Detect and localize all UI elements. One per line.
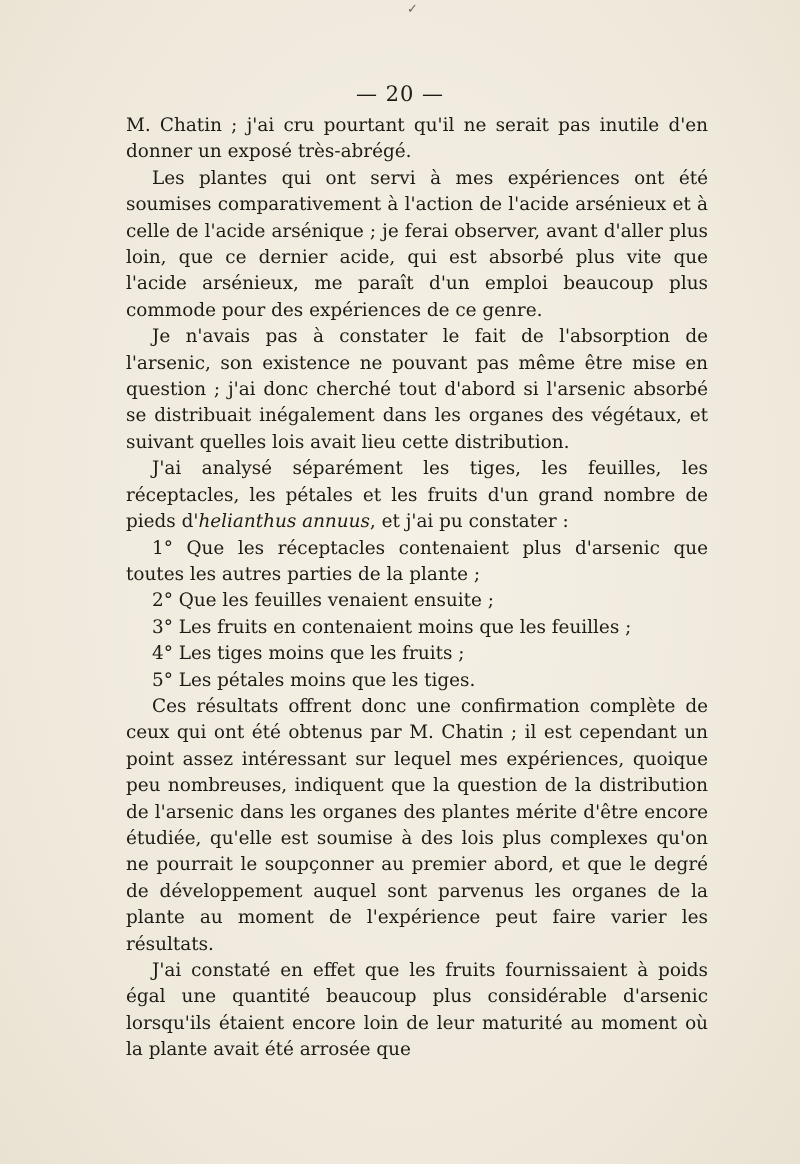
paragraph-fruits: J'ai constaté en effet que les fruits fournissaient à poids égal une quantité beaucoup plus considérable d'arsenic lorsqu'ils étaient encore loin de leur maturité au moment où la plante avait été arrosée que <box>126 960 708 1061</box>
result-item-5: 5° Les pétales moins que les tiges. <box>152 669 476 691</box>
paragraph-analysis <box>126 456 708 535</box>
page-number: — 20 — <box>355 82 445 106</box>
species-name: helianthus annuus <box>198 511 370 533</box>
analysis-text-end: , et j'ai pu constater : <box>369 511 569 533</box>
result-item-2: 2° Que les feuilles venaient ensuite ; <box>152 590 494 612</box>
paragraph-plants: Les plantes qui ont servi à mes expériences ont été soumises comparativement à l'action de l'acide arsénieux et à celle de l'acide arsénique ; je ferai observer, avant d'aller plus loin, que ce dernier acide, qui est absorbé plus vite que l'acide arsénieux, me paraît d'un emploi beaucoup plus commode pour des expériences de ce genre. <box>126 167 708 321</box>
result-item-1: 1° Que les réceptacles contenaient plus d'arsenic que toutes les autres parties de la plante ; <box>126 537 708 585</box>
result-item-4: 4° Les tiges moins que les fruits ; <box>152 643 465 665</box>
analysis-text-start: J'ai analysé séparément les tiges, les feuilles, les réceptacles, les pétales et les fruits d'un grand nombre de pieds d' <box>126 458 708 533</box>
corner-check-mark: ✓ <box>407 2 418 17</box>
paragraph-continuation: M. Chatin ; j'ai cru pourtant qu'il ne serait pas inutile d'en donner un exposé très-abrégé. <box>126 115 708 163</box>
body-text <box>126 113 708 1064</box>
result-item-3: 3° Les fruits en contenaient moins que les feuilles ; <box>152 616 632 638</box>
paragraph-results: Ces résultats offrent donc une confirmation complète de ceux qui ont été obtenus par M. Chatin ; il est cependant un point assez intéressant sur lequel mes expériences, quoique peu nombreuses, indiquent que la question de la distribution de l'arsenic dans les organes des plantes mérite d'être encore étudiée, qu'elle est soumise à des lois plus complexes qu'on ne pourrait le soupçonner au premier abord, et que le degré de développement auquel sont parvenus les organes de la plante au moment de l'expérience peut faire varier les résultats. <box>126 695 708 955</box>
paragraph-absorption: Je n'avais pas à constater le fait de l'absorption de l'arsenic, son existence ne pouvant pas même être mise en question ; j'ai donc cherché tout d'abord si l'arsenic absorbé se distribuait inégalement dans les organes des végétaux, et suivant quelles lois avait lieu cette distribution. <box>126 326 708 453</box>
